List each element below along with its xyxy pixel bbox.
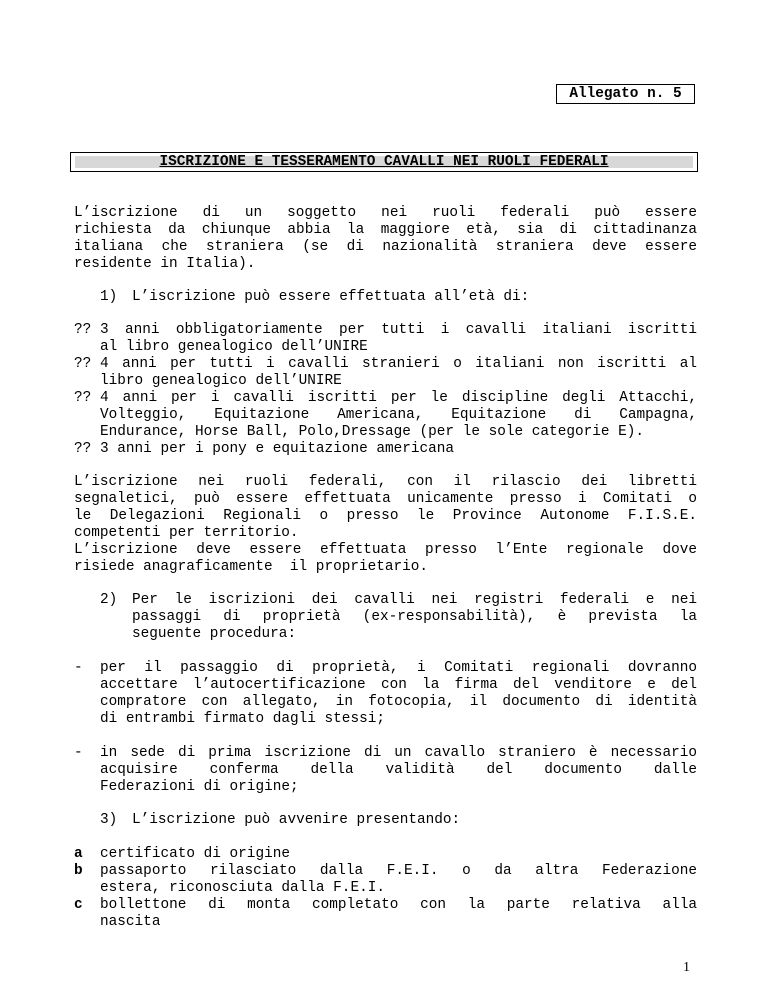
section-3-number: 3) xyxy=(100,812,118,828)
section-title: ISCRIZIONE E TESSERAMENTO CAVALLI NEI RUOLI FEDERALI xyxy=(159,154,609,170)
bullet-marker: ?? xyxy=(74,441,92,457)
letter-item-line: nascita xyxy=(100,914,161,930)
letter-item-line: estera, riconosciuta dalla F.E.I. xyxy=(100,880,385,896)
section-2-line: seguente procedura: xyxy=(132,626,297,642)
intro-line: L’iscrizione di un soggetto nei ruoli federali può essere xyxy=(74,205,697,221)
dash-marker: - xyxy=(74,660,83,676)
dash-item-line: di entrambi firmato dagli stessi; xyxy=(100,711,385,727)
dash-item-line: Federazioni di origine; xyxy=(100,779,299,795)
dash-marker: - xyxy=(74,745,83,761)
section-1-number: 1) xyxy=(100,289,118,305)
section-2-line: passaggi di proprietà (ex-responsabilità), è prevista la xyxy=(132,609,697,625)
letter-item-line: certificato di origine xyxy=(100,846,290,862)
section-title-box xyxy=(70,152,698,172)
age-item-line: Volteggio, Equitazione Americana, Equitazione di Campagna, xyxy=(100,407,697,423)
age-item-line: 4 anni per i cavalli iscritti per le discipline degli Attacchi, xyxy=(100,390,697,406)
para2-line: competenti per territorio. xyxy=(74,525,299,541)
letter-marker: c xyxy=(74,897,83,913)
letter-item-line: passaporto rilasciato dalla F.E.I. o da altra Federazione xyxy=(100,863,697,879)
dash-item-line: in sede di prima iscrizione di un cavallo straniero è necessario xyxy=(100,745,697,761)
age-item-line: al libro genealogico dell’UNIRE xyxy=(100,339,368,355)
dash-item-line: accettare l’autocertificazione con la firma del venditore e del xyxy=(100,677,697,693)
intro-line: residente in Italia). xyxy=(74,256,256,272)
para2-line: L’iscrizione deve essere effettuata presso l’Ente regionale dove xyxy=(74,542,697,558)
letter-marker: a xyxy=(74,846,83,862)
age-item-line: Endurance, Horse Ball, Polo,Dressage (per le sole categorie E). xyxy=(100,424,645,440)
section-2-number: 2) xyxy=(100,592,118,608)
letter-item-line: bollettone di monta completato con la parte relativa alla xyxy=(100,897,697,913)
para2-line: risiede anagraficamente il proprietario. xyxy=(74,559,429,575)
section-1-heading: L’iscrizione può essere effettuata all’età di: xyxy=(132,289,530,305)
para2-line: segnaletici, può essere effettuata unicamente presso i Comitati o xyxy=(74,491,697,507)
intro-line: italiana che straniera (se di nazionalità straniera deve essere xyxy=(74,239,697,255)
intro-line: richiesta da chiunque abbia la maggiore età, sia di cittadinanza xyxy=(74,222,697,238)
bullet-marker: ?? xyxy=(74,356,92,372)
section-3-heading: L’iscrizione può avvenire presentando: xyxy=(132,812,461,828)
bullet-marker: ?? xyxy=(74,322,92,338)
age-item-line: 3 anni per i pony e equitazione americana xyxy=(100,441,455,457)
age-item-line: libro genealogico dell’UNIRE xyxy=(100,373,342,389)
dash-item-line: compratore con allegato, in fotocopia, il documento di identità xyxy=(100,694,697,710)
section-2-line: Per le iscrizioni dei cavalli nei registri federali e nei xyxy=(132,592,697,608)
bullet-marker: ?? xyxy=(74,390,92,406)
dash-item-line: per il passaggio di proprietà, i Comitati regionali dovranno xyxy=(100,660,697,676)
age-item-line: 4 anni per tutti i cavalli stranieri o italiani non iscritti al xyxy=(100,356,697,372)
letter-marker: b xyxy=(74,863,83,879)
para2-line: L’iscrizione nei ruoli federali, con il rilascio dei libretti xyxy=(74,474,697,490)
para2-line: le Delegazioni Regionali o presso le Province Autonome F.I.S.E. xyxy=(74,508,697,524)
annex-label: Allegato n. 5 xyxy=(556,84,695,104)
age-item-line: 3 anni obbligatoriamente per tutti i cavalli italiani iscritti xyxy=(100,322,697,338)
page-number: 1 xyxy=(683,960,690,975)
dash-item-line: acquisire conferma della validità del documento dalle xyxy=(100,762,697,778)
